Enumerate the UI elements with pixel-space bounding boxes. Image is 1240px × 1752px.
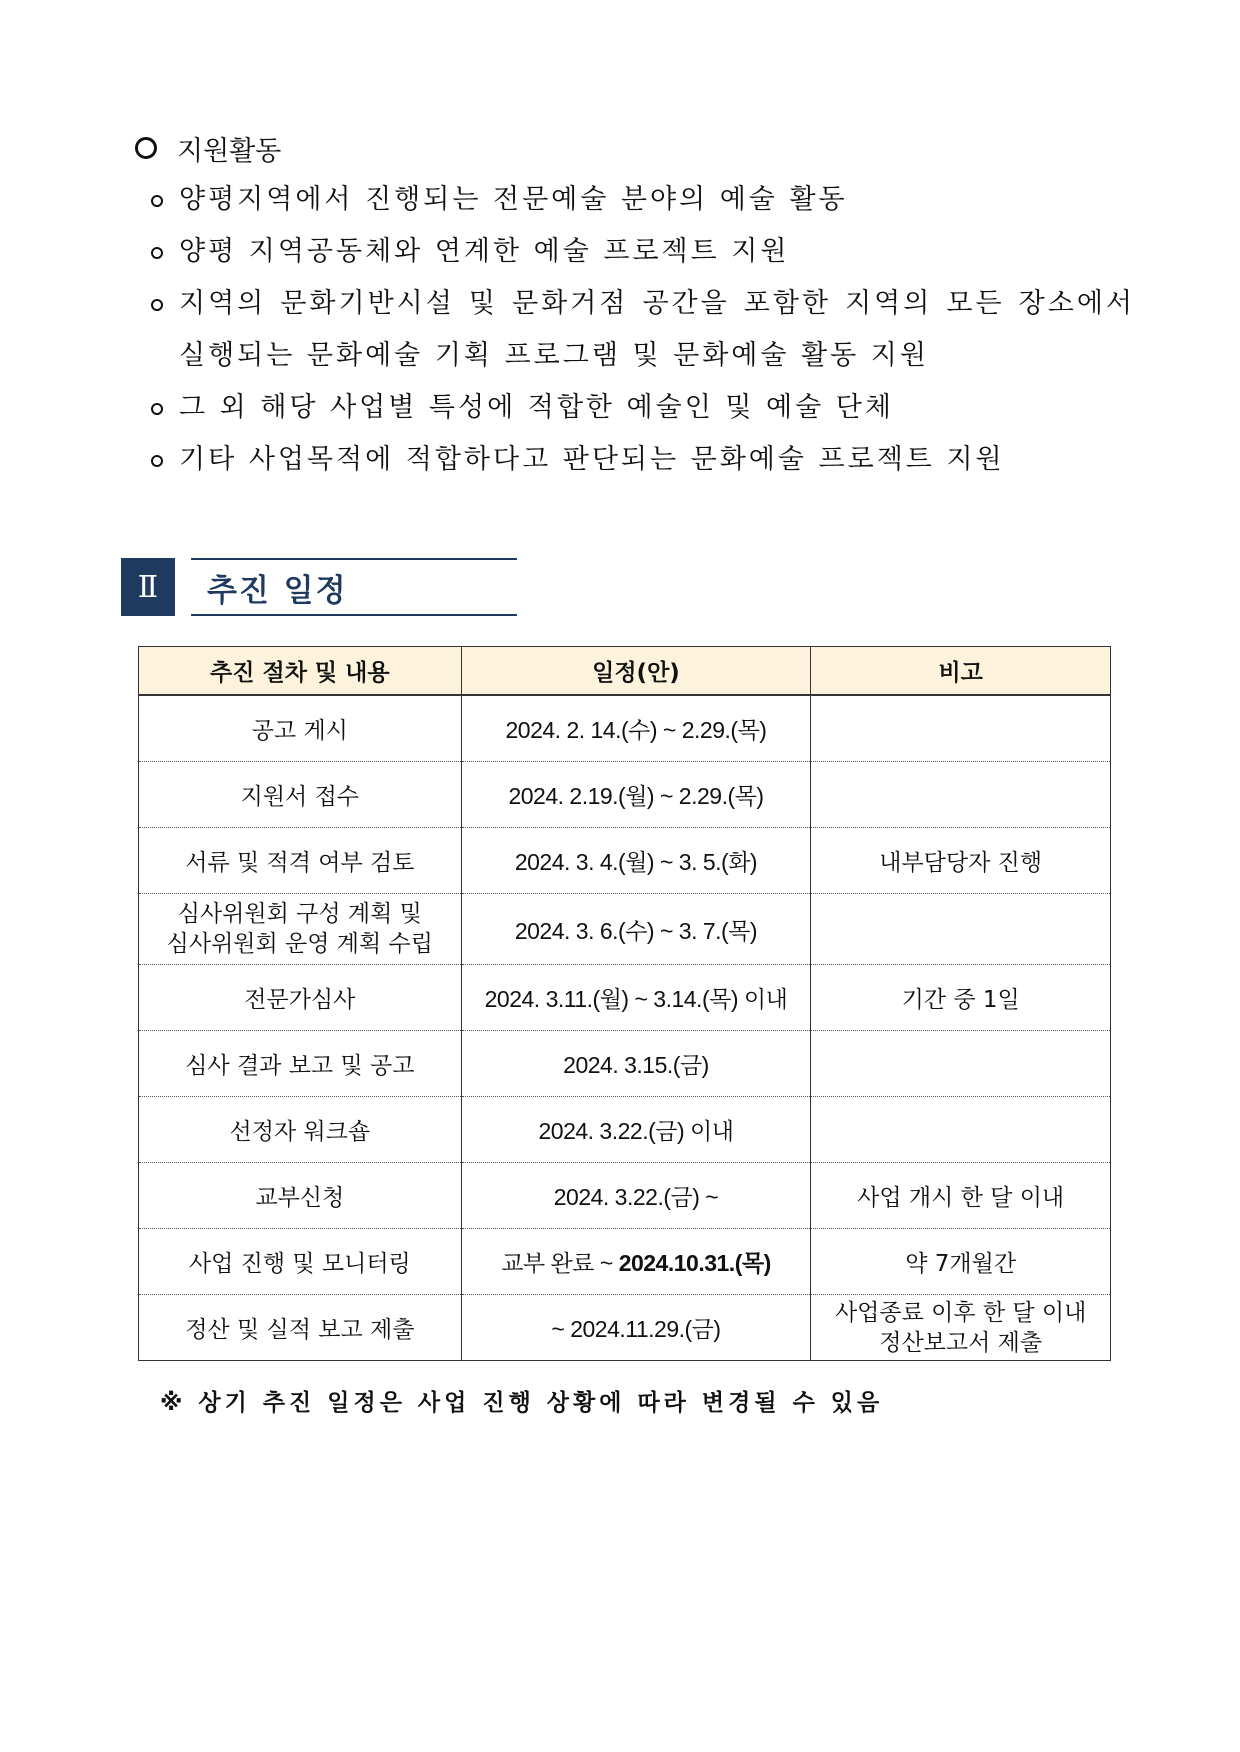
column-header-remarks: 비고 [811, 647, 1111, 696]
column-header-schedule: 일정(안) [461, 647, 811, 696]
table-row [139, 894, 1111, 965]
step-cell: 심사 결과 보고 및 공고 [139, 1031, 462, 1097]
date-cell: 2024. 2. 14.(수) ~ 2.29.(목) [461, 695, 811, 762]
note-cell: 사업 개시 한 달 이내 [811, 1163, 1111, 1229]
list-item-text: 양평지역에서 진행되는 전문예술 분야의 예술 활동 [179, 184, 848, 215]
circle-bullet-icon [151, 455, 163, 467]
section-number-badge: Ⅱ [121, 558, 175, 616]
list-item [135, 382, 1135, 434]
table-row [139, 1229, 1111, 1295]
circle-bullet-icon [151, 247, 163, 259]
note-cell [811, 1097, 1111, 1163]
table-row [139, 1163, 1111, 1229]
note-cell [811, 1031, 1111, 1097]
table-row [139, 762, 1111, 828]
support-activities-heading [135, 122, 1135, 174]
section-title: 추진 일정 [191, 558, 517, 616]
note-cell: 약 7개월간 [811, 1229, 1111, 1295]
step-cell: 서류 및 적격 여부 검토 [139, 828, 462, 894]
column-header-step: 추진 절차 및 내용 [139, 647, 462, 696]
note-cell [811, 762, 1111, 828]
support-activities-list [135, 174, 1135, 486]
date-cell: 2024. 3.22.(금) 이내 [461, 1097, 811, 1163]
table-row [139, 1097, 1111, 1163]
step-cell: 교부신청 [139, 1163, 462, 1229]
table-row [139, 1031, 1111, 1097]
step-cell: 정산 및 실적 보고 제출 [139, 1295, 462, 1361]
table-row [139, 828, 1111, 894]
list-item-text: 그 외 해당 사업별 특성에 적합한 예술인 및 예술 단체 [179, 392, 894, 423]
note-cell [811, 1295, 1111, 1361]
step-cell: 지원서 접수 [139, 762, 462, 828]
support-activities-title: 지원활동 [177, 135, 282, 167]
note-cell: 내부담당자 진행 [811, 828, 1111, 894]
table-row [139, 965, 1111, 1031]
schedule-table [138, 646, 1111, 1361]
date-cell [461, 1229, 811, 1295]
step-cell [139, 894, 462, 965]
circle-bullet-icon [151, 195, 163, 207]
list-item [135, 434, 1135, 486]
date-prefix: 교부 완료 ~ [501, 1250, 619, 1276]
note-cell: 기간 중 1일 [811, 965, 1111, 1031]
circle-bullet-icon [151, 403, 163, 415]
list-item [135, 278, 1135, 382]
list-item [135, 174, 1135, 226]
note-cell [811, 695, 1111, 762]
list-item [135, 226, 1135, 278]
step-cell: 선정자 워크숍 [139, 1097, 462, 1163]
support-activities-section [135, 122, 1135, 486]
date-end-bold: 2024.10.31.(목) [618, 1250, 771, 1276]
table-row [139, 695, 1111, 762]
date-cell: 2024. 2.19.(월) ~ 2.29.(목) [461, 762, 811, 828]
circle-bullet-icon [151, 299, 163, 311]
note-line: 사업종료 이후 한 달 이내 [834, 1299, 1087, 1326]
half-circle-bullet-icon [135, 137, 157, 159]
list-item-text: 양평 지역공동체와 연계한 예술 프로젝트 지원 [179, 236, 790, 267]
date-cell: 2024. 3. 4.(월) ~ 3. 5.(화) [461, 828, 811, 894]
list-item-text: 지역의 문화기반시설 및 문화거점 공간을 포함한 지역의 모든 장소에서 실행되는 문화예술 기획 프로그램 및 문화예술 활동 지원 [179, 288, 1135, 371]
date-cell: 2024. 3. 6.(수) ~ 3. 7.(목) [461, 894, 811, 965]
table-row [139, 1295, 1111, 1361]
date-cell: 2024. 3.15.(금) [461, 1031, 811, 1097]
note-cell [811, 894, 1111, 965]
step-cell: 전문가심사 [139, 965, 462, 1031]
table-header-row [139, 647, 1111, 696]
step-cell: 사업 진행 및 모니터링 [139, 1229, 462, 1295]
date-cell: 2024. 3.11.(월) ~ 3.14.(목) 이내 [461, 965, 811, 1031]
step-line: 심사위원회 구성 계획 및 [177, 901, 422, 927]
step-line: 심사위원회 운영 계획 수립 [166, 931, 433, 957]
date-cell: ~ 2024.11.29.(금) [461, 1295, 811, 1361]
list-item-text: 기타 사업목적에 적합하다고 판단되는 문화예술 프로젝트 지원 [179, 444, 1005, 475]
schedule-footnote: ※ 상기 추진 일정은 사업 진행 상황에 따라 변경될 수 있음 [160, 1390, 884, 1416]
step-cell: 공고 게시 [139, 695, 462, 762]
date-cell: 2024. 3.22.(금) ~ [461, 1163, 811, 1229]
schedule-section-heading [121, 558, 521, 616]
note-line: 정산보고서 제출 [879, 1329, 1043, 1356]
